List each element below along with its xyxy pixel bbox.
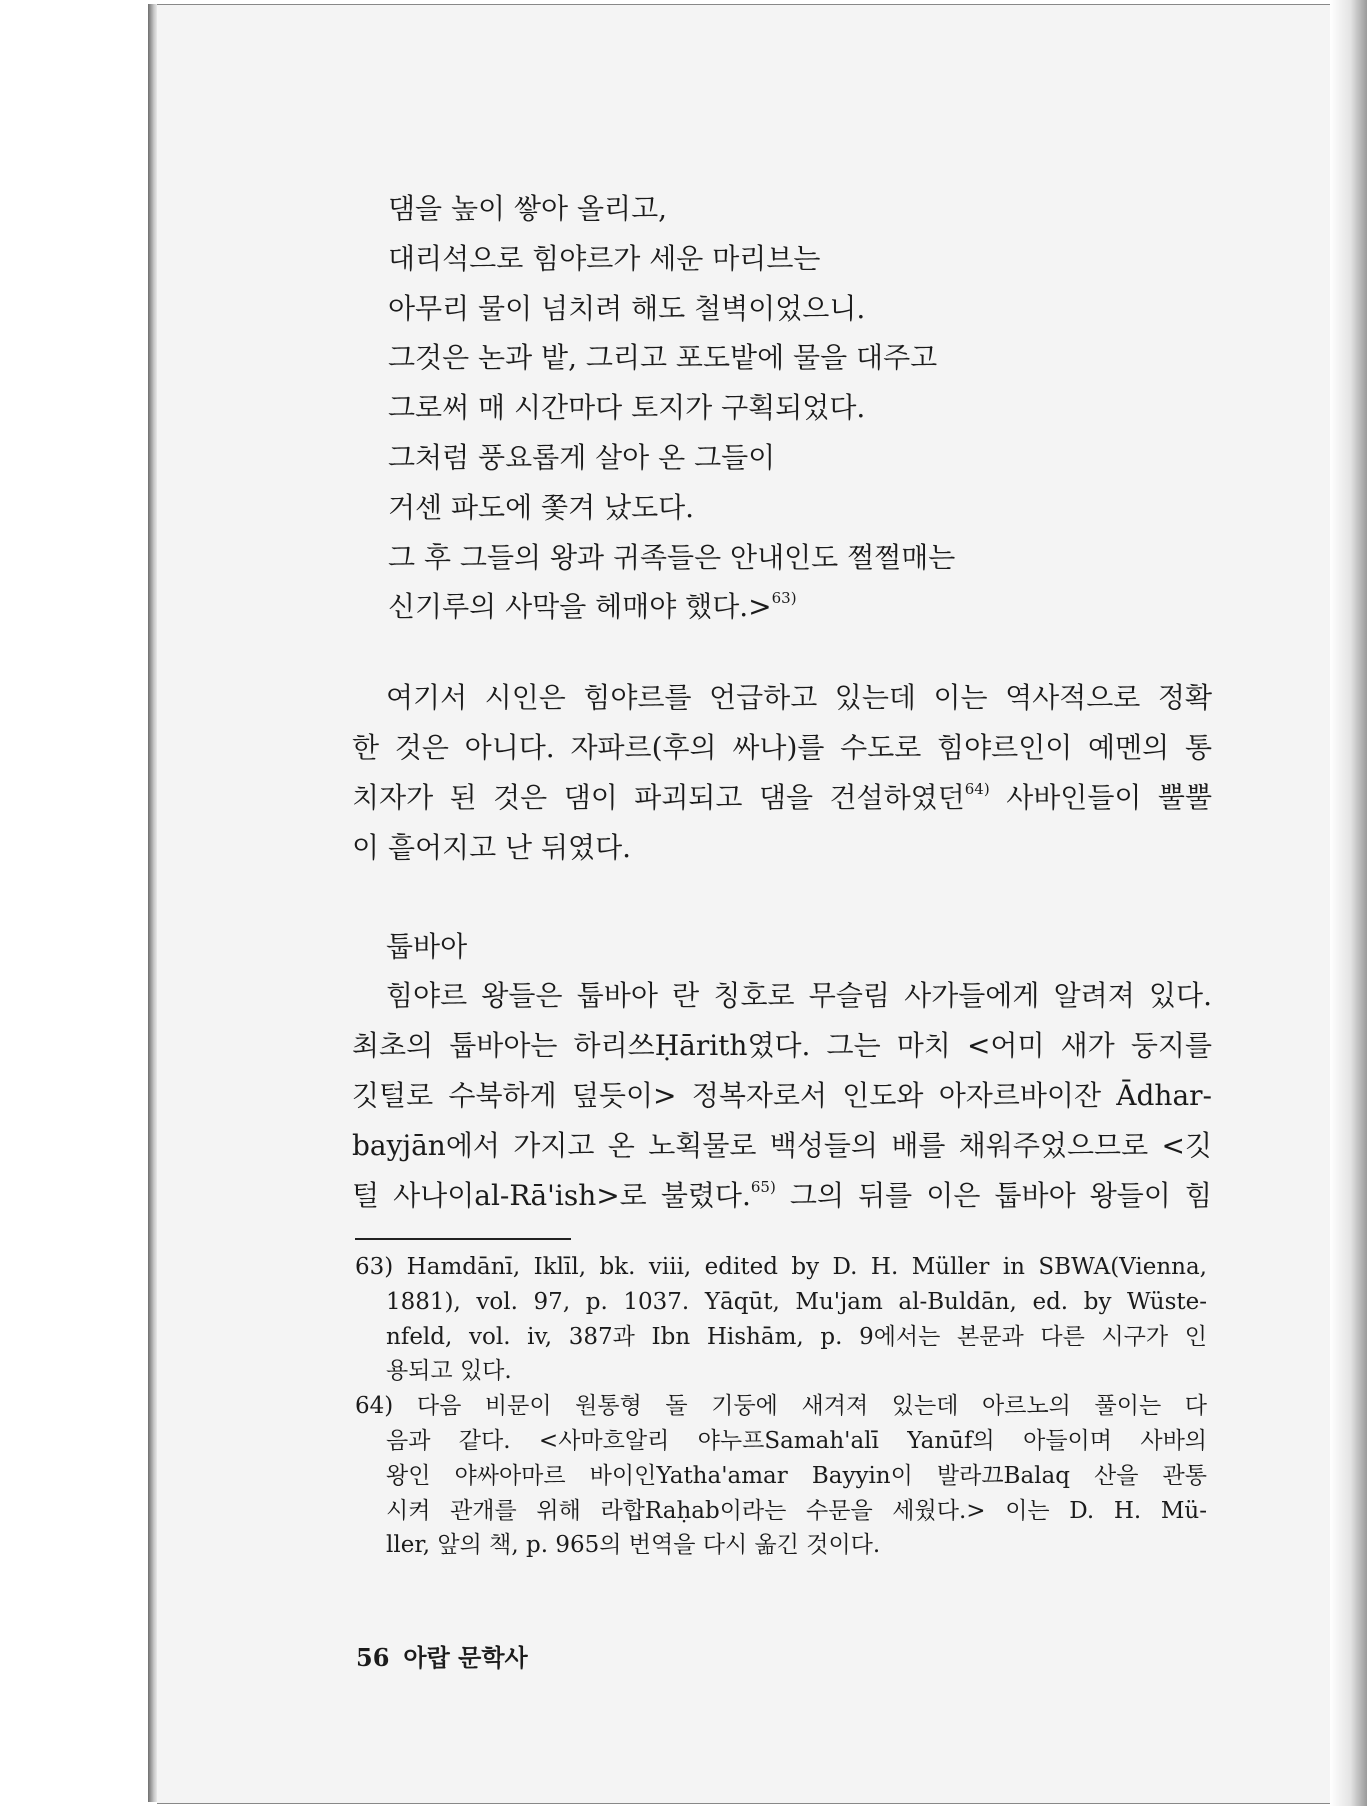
paragraph-line: bayjān에서 가지고 온 노획물로 백성들의 배를 채워주었으므로 <깃 bbox=[352, 1129, 1212, 1162]
paragraph-line bbox=[352, 773, 1212, 823]
footnote-line: 음과 같다. <사마흐알리 야누프Samah'alī Yanūf의 아들이며 사바의 bbox=[386, 1427, 1207, 1454]
poem-quote bbox=[388, 184, 1188, 632]
body-paragraph bbox=[352, 971, 1212, 1221]
poem-line: 그 후 그들의 왕과 귀족들은 안내인도 쩔쩔매는 bbox=[388, 540, 956, 574]
footnote-line: 왕인 야싸아마르 바이인Yatha'amar Bayyin이 발라끄Balaq 산을 관통 bbox=[386, 1462, 1207, 1489]
page-footer bbox=[356, 1640, 528, 1676]
footnotes bbox=[355, 1250, 1207, 1563]
paragraph-line: 한 것은 아니다. 자파르(후의 싸나)를 수도로 힘야르인이 예멘의 통 bbox=[352, 731, 1212, 764]
footnote-ref-64[interactable]: 64) bbox=[964, 780, 990, 798]
page-gutter-shadow bbox=[1330, 0, 1367, 1806]
poem-line bbox=[388, 582, 1188, 632]
footnote-line: 64) 다음 비문이 원통형 돌 기둥에 새겨져 있는데 아르노의 풀이는 다 bbox=[355, 1393, 1207, 1420]
footnote-63 bbox=[355, 1250, 1207, 1389]
poem-line: 대리석으로 힘야르가 세운 마리브는 bbox=[388, 241, 821, 275]
paragraph-line-text: 그의 뒤를 이은 툽바아 왕들이 힘 bbox=[775, 1179, 1212, 1212]
section-heading: 툽바아 bbox=[386, 930, 468, 963]
poem-line: 아무리 물이 넘치려 해도 철벽이었으니. bbox=[388, 291, 866, 325]
footnote-line: 1881), vol. 97, p. 1037. Yāqūt, Mu'jam al-Buldān, ed. by Wüste- bbox=[386, 1288, 1207, 1315]
paragraph-line-text: 치자가 된 것은 댐이 파괴되고 댐을 건설하였던 bbox=[352, 781, 965, 814]
footnote-ref-63[interactable]: 63) bbox=[771, 589, 797, 608]
poem-line-text: 신기루의 사막을 헤매야 했다.> bbox=[388, 590, 772, 624]
paragraph-line: 최초의 툽바아는 하리쓰Ḥārith였다. 그는 마치 <어미 새가 둥지를 bbox=[352, 1029, 1212, 1062]
footnote-line: 시켜 관개를 위해 라합Raḥab이라는 수문을 세웠다.> 이는 D. H. Mü- bbox=[386, 1497, 1207, 1524]
footnote-line: ller, 앞의 책, p. 965의 번역을 다시 옮긴 것이다. bbox=[386, 1532, 881, 1559]
paragraph-line bbox=[352, 1171, 1212, 1221]
footnote-line: 용되고 있다. bbox=[386, 1358, 512, 1385]
footnote-line: 63) Hamdānī, Iklīl, bk. viii, edited by D. H. Müller in SBWA(Vienna, bbox=[355, 1254, 1207, 1280]
paragraph-line-text: 사바인들이 뿔뿔 bbox=[989, 781, 1213, 814]
poem-line: 그것은 논과 밭, 그리고 포도밭에 물을 대주고 bbox=[388, 341, 938, 375]
paragraph-line: 힘야르 왕들은 툽바아 란 칭호로 무슬림 사가들에게 알려져 있다. bbox=[386, 979, 1212, 1012]
body-paragraph bbox=[352, 673, 1212, 873]
paragraph-line-text: 털 사나이al-Rā'ish>로 불렸다. bbox=[352, 1179, 751, 1212]
poem-line: 그로써 매 시간마다 토지가 구획되었다. bbox=[388, 391, 866, 425]
poem-line: 거센 파도에 쫓겨 났도다. bbox=[388, 490, 695, 524]
footnote-ref-65[interactable]: 65) bbox=[750, 1178, 776, 1196]
footnote-64 bbox=[355, 1389, 1207, 1563]
running-title: 아랍 문학사 bbox=[403, 1643, 528, 1672]
poem-line: 댐을 높이 쌓아 올리고, bbox=[388, 192, 668, 225]
footnote-line: nfeld, vol. iv, 387과 Ibn Hishām, p. 9에서는 본문과 다른 시구가 인 bbox=[386, 1323, 1207, 1350]
paragraph-line: 여기서 시인은 힘야르를 언급하고 있는데 이는 역사적으로 정확 bbox=[386, 681, 1212, 714]
paragraph-line: 깃털로 수북하게 덮듯이> 정복자로서 인도와 아자르바이잔 Ādhar- bbox=[352, 1079, 1212, 1112]
page-number: 56 bbox=[356, 1643, 390, 1672]
footnote-separator bbox=[355, 1238, 571, 1240]
poem-line: 그처럼 풍요롭게 살아 온 그들이 bbox=[388, 440, 776, 474]
paragraph-line: 이 흩어지고 난 뒤였다. bbox=[352, 831, 632, 864]
